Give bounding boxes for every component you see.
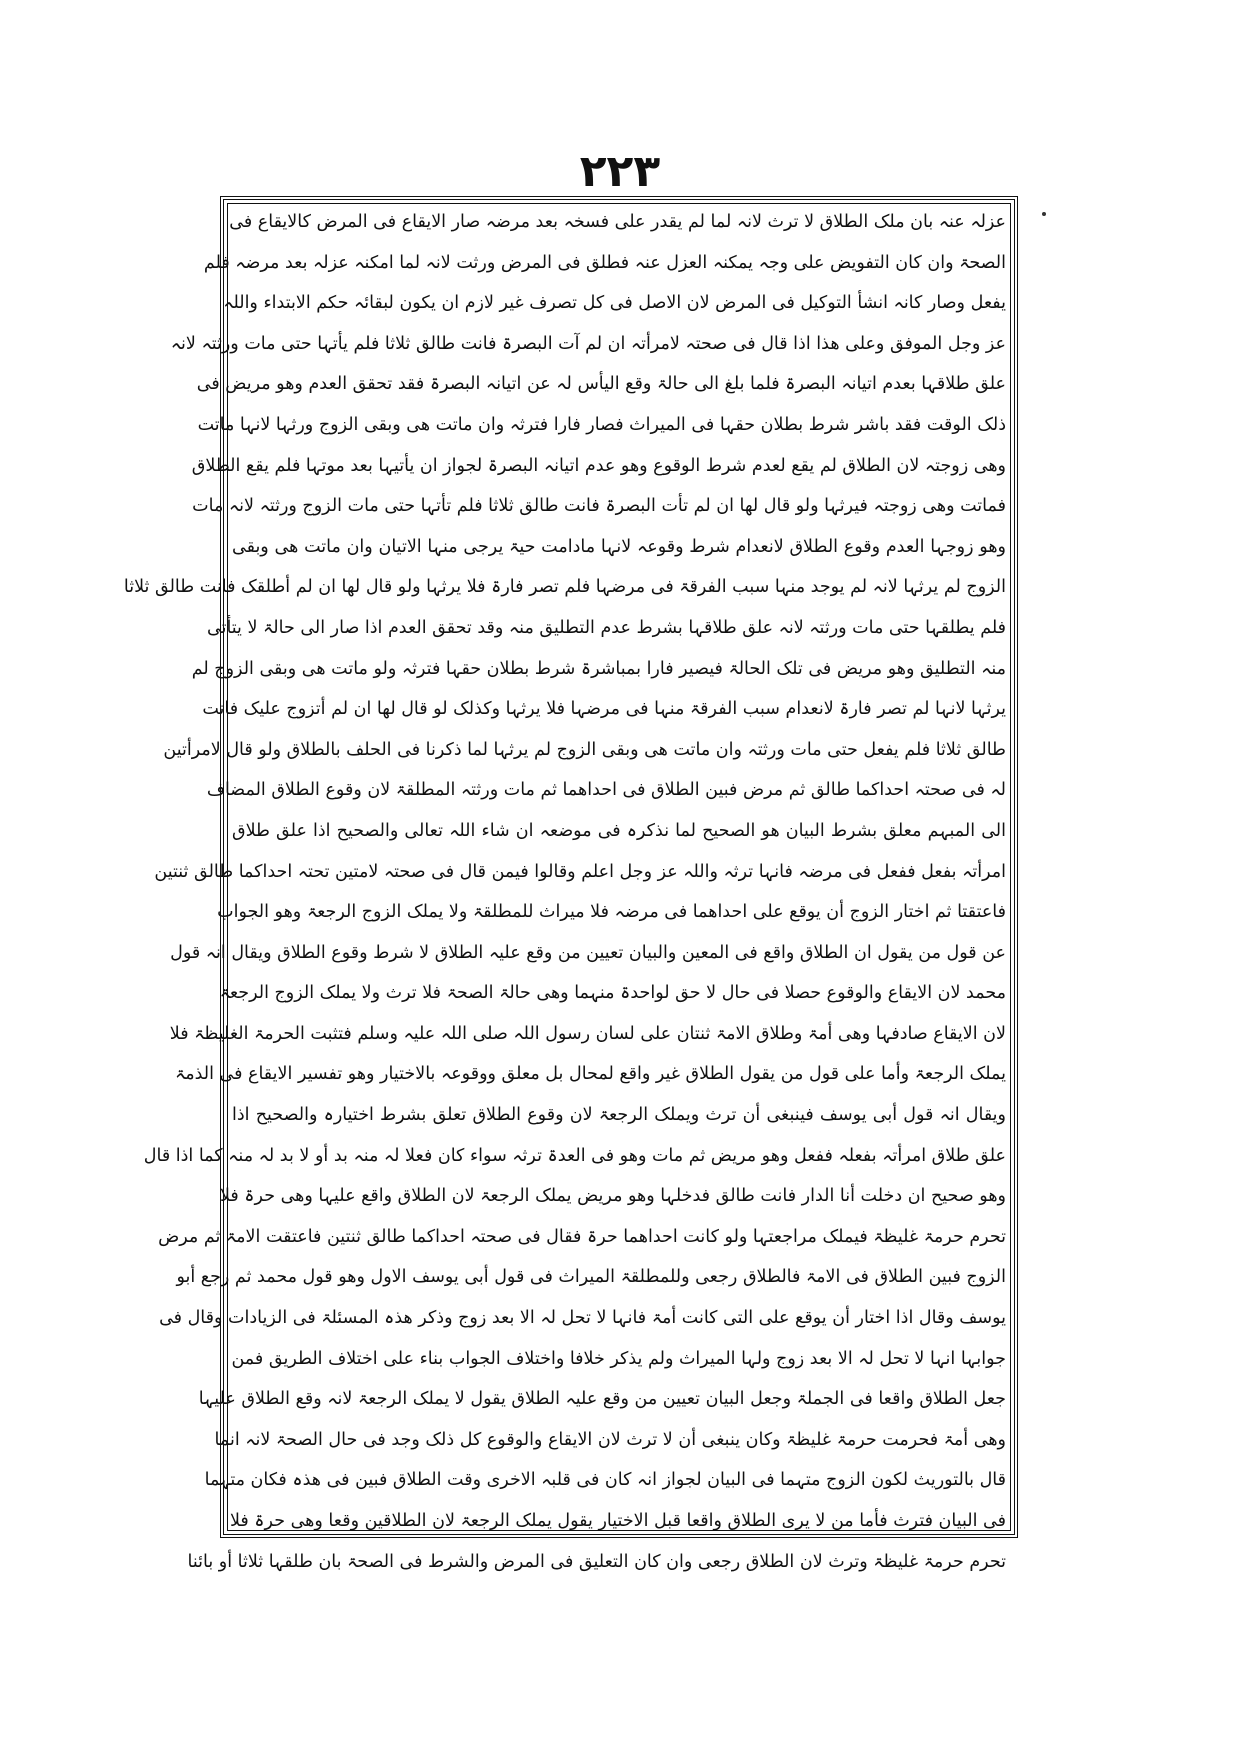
text-line: محمد لان الایقاع والوقوع حصلا فی حال لا حق لواحدۃ منہما وھی حالۃ الصحۃ فلا ترث ولا یملک الزوج الرجعۃ [219, 983, 1006, 1004]
text-line: یملک الرجعۃ وأما علی قول من یقول الطلاق غیر واقع لمحال بل معلق ووقوعہ بالاختیار وھو تفسیر الایقاع فی الذمۃ [174, 1064, 1006, 1085]
text-line: فماتت وھی زوجتہ فیرثہا ولو قال لھا ان لم تأت البصرۃ فانت طالق ثلاثا فلم تأتہا حتی مات الزوج ورثتہ لانہ مات [192, 496, 1006, 517]
text-line: عن قول من یقول ان الطلاق واقع فی المعین والبیان تعیین من وقع علیہ الطلاق لا شرط وقوع الطلاق ویقال انہ قول [170, 942, 1006, 963]
text-line: فلم یطلقہا حتی مات ورثتہ لانہ علق طلاقہا بشرط عدم التطلیق منہ وقد تحقق العدم اذا صار الی حالۃ لا یتأتی [206, 617, 1006, 638]
text-line: لہ فی صحتہ احداکما طالق ثم مرض فبین الطلاق فی احداھما ثم مات ورثتہ المطلقۃ لان وقوع الطلاق المضاف [206, 780, 1006, 801]
text-line: الصحۃ وان کان التفویض علی وجہ یمکنہ العزل عنہ فطلق فی المرض ورثت لانہ لما امکنہ عزلہ بعد مرضہ فلم [203, 252, 1006, 273]
text-line: امرأتہ بفعل ففعل فی مرضہ فانہا ترثہ واللہ عز وجل اعلم وقالوا فیمن قال فی صحتہ لامتین تحتہ احداکما طالق ثنتین [154, 861, 1006, 882]
text-line: منہ التطلیق وھو مریض فی تلک الحالۃ فیصیر فارا بمباشرۃ شرط بطلان حقہا فترثہ ولو ماتت ھی وبقی الزوج لم [191, 658, 1006, 679]
text-line: جوابہا انہا لا تحل لہ الا بعد زوج ولہا المیراث ولم یذکر خلافا واختلاف الجواب بناء علی اختلاف الطریق فمن [231, 1348, 1006, 1369]
text-line: وھی زوجتہ لان الطلاق لم یقع لعدم شرط الوقوع وھو عدم اتیانہ البصرۃ لجواز ان یأتیہا بعد موتہا فلم یقع الطلاق [191, 455, 1006, 476]
text-body [123, 202, 1006, 1582]
text-line: تحرم حرمۃ غلیظۃ فیملک مراجعتہا ولو کانت احداھما حرۃ فقال فی صحتہ احداکما طالق ثنتین فاعتقت الامۃ ثم مرض [158, 1226, 1006, 1247]
text-line: علق طلاقہا بعدم اتیانہ البصرۃ فلما بلغ الی حالۃ وقع الیأس لہ عن اتیانہ البصرۃ فقد تحقق العدم وھو مریض فی [196, 374, 1006, 395]
text-line: الی المبہم معلق بشرط البیان ھو الصحیح لما نذکرہ فی موضعہ ان شاء اللہ تعالی والصحیح اذا علق طلاق [232, 820, 1006, 841]
text-line: وھو زوجہا العدم وقوع الطلاق لانعدام شرط وقوعہ لانہا مادامت حیۃ یرجی منہا الاتیان وان ماتت ھی وبقی [232, 536, 1006, 557]
text-line: علق طلاق امرأتہ بفعلہ ففعل وھو مریض ثم مات وھو فی العدۃ ترثہ سواء کان فعلا لہ منہ بد أو لا بد لہ منہ کما اذا قال [143, 1145, 1006, 1166]
text-line: ویقال انہ قول أبی یوسف فینبغی أن ترث ویملک الرجعۃ لان وقوع الطلاق تعلق بشرط اختیارہ والصحیح اذا [232, 1105, 1006, 1126]
text-line: یفعل وصار کانہ انشأ التوکیل فی المرض لان الاصل فی کل تصرف غیر لازم ان یکون لبقائہ حکم الابتداء واللہ [223, 293, 1006, 314]
margin-mark [1042, 212, 1046, 216]
text-line: یرثہا لانہا لم تصر فارۃ لانعدام سبب الفرقۃ منہا فی مرضہا فلا یرثہا وکذلک لو قال لھا ان لم أتزوج علیک فانت [202, 699, 1006, 720]
text-line: عز وجل الموفق وعلی ھذا اذا قال فی صحتہ لامرأتہ ان لم آت البصرۃ فانت طالق ثلاثا فلم یأتہا حتی مات ورثتہ لانہ [170, 333, 1006, 354]
text-line: طالق ثلاثا فلم یفعل حتی مات ورثتہ وان ماتت ھی وبقی الزوج لم یرثہا لما ذکرنا فی الحلف بالطلاق ولو قال لامرأتین [163, 739, 1006, 760]
text-line: فی البیان فترث فأما من لا یری الطلاق واقعا قبل الاختیار یقول یملک الرجعۃ لان الطلاقین وقعا وھی حرۃ فلا [229, 1511, 1006, 1531]
text-line: ذلک الوقت فقد باشر شرط بطلان حقہا فی المیراث فصار فارا فترثہ وان ماتت ھی وبقی الزوج ورثہا لانہا ماتت [197, 414, 1006, 435]
text-line: الزوج لم یرثہا لانہ لم یوجد منہا سبب الفرقۃ فی مرضہا فلم تصر فارۃ فلا یرثہا ولو قال لھا ان لم أطلقک فانت طالق ثلاثا [123, 577, 1006, 598]
text-line: یوسف وقال اذا اختار أن یوقع علی التی کانت أمۃ فانہا لا تحل لہ الا بعد زوج وذکر ھذہ المسئلۃ فی الزیادات وقال فی [159, 1308, 1006, 1329]
text-line: جعل الطلاق واقعا فی الجملۃ وجعل البیان تعیین من وقع علیہ الطلاق یقول لا یملک الرجعۃ لانہ وقع الطلاق علیہا [198, 1389, 1006, 1410]
text-line: تحرم حرمۃ غلیظۃ وترث لان الطلاق رجعی وان کان التعلیق فی المرض والشرط فی الصحۃ بان طلقہا ثلاثا أو بائنا [187, 1551, 1006, 1572]
text-line: عزلہ عنہ بان ملک الطلاق لا ترث لانہ لما لم یقدر علی فسخہ بعد مرضہ صار الایقاع فی المرض کالایقاع فی [229, 212, 1006, 232]
text-line: لان الایقاع صادفہا وھی أمۃ وطلاق الامۃ ثنتان علی لسان رسول اللہ صلی اللہ علیہ وسلم فتثبت الحرمۃ الغلیظۃ فلا [169, 1023, 1006, 1044]
text-line: فاعتقتا ثم اختار الزوج أن یوقع علی احداھما فی مرضہ فلا میراث للمطلقۃ ولا یملک الزوج الرجعۃ وھو الجواب [217, 902, 1006, 923]
text-line: وھی أمۃ فحرمت حرمۃ غلیظۃ وکان ینبغی أن لا ترث لان الایقاع والوقوع کل ذلک وجد فی حال الصحۃ لانہ انما [214, 1429, 1006, 1450]
text-line: الزوج فبین الطلاق فی الامۃ فالطلاق رجعی وللمطلقۃ المیراث فی قول أبی یوسف الاول وھو قول محمد ثم رجع أبو [176, 1267, 1006, 1288]
text-line: قال بالتوریث لکون الزوج متہما فی البیان لجواز انہ کان فی قلبہ الاخری وقت الطلاق فبین فی ھذہ فکان متہما [204, 1470, 1006, 1491]
text-line: وھو صحیح ان دخلت أنا الدار فانت طالق فدخلہا وھو مریض یملک الرجعۃ لان الطلاق واقع علیہا وھی حرۃ فلا [219, 1186, 1006, 1207]
page-number: ۲۲۳ [579, 146, 661, 197]
